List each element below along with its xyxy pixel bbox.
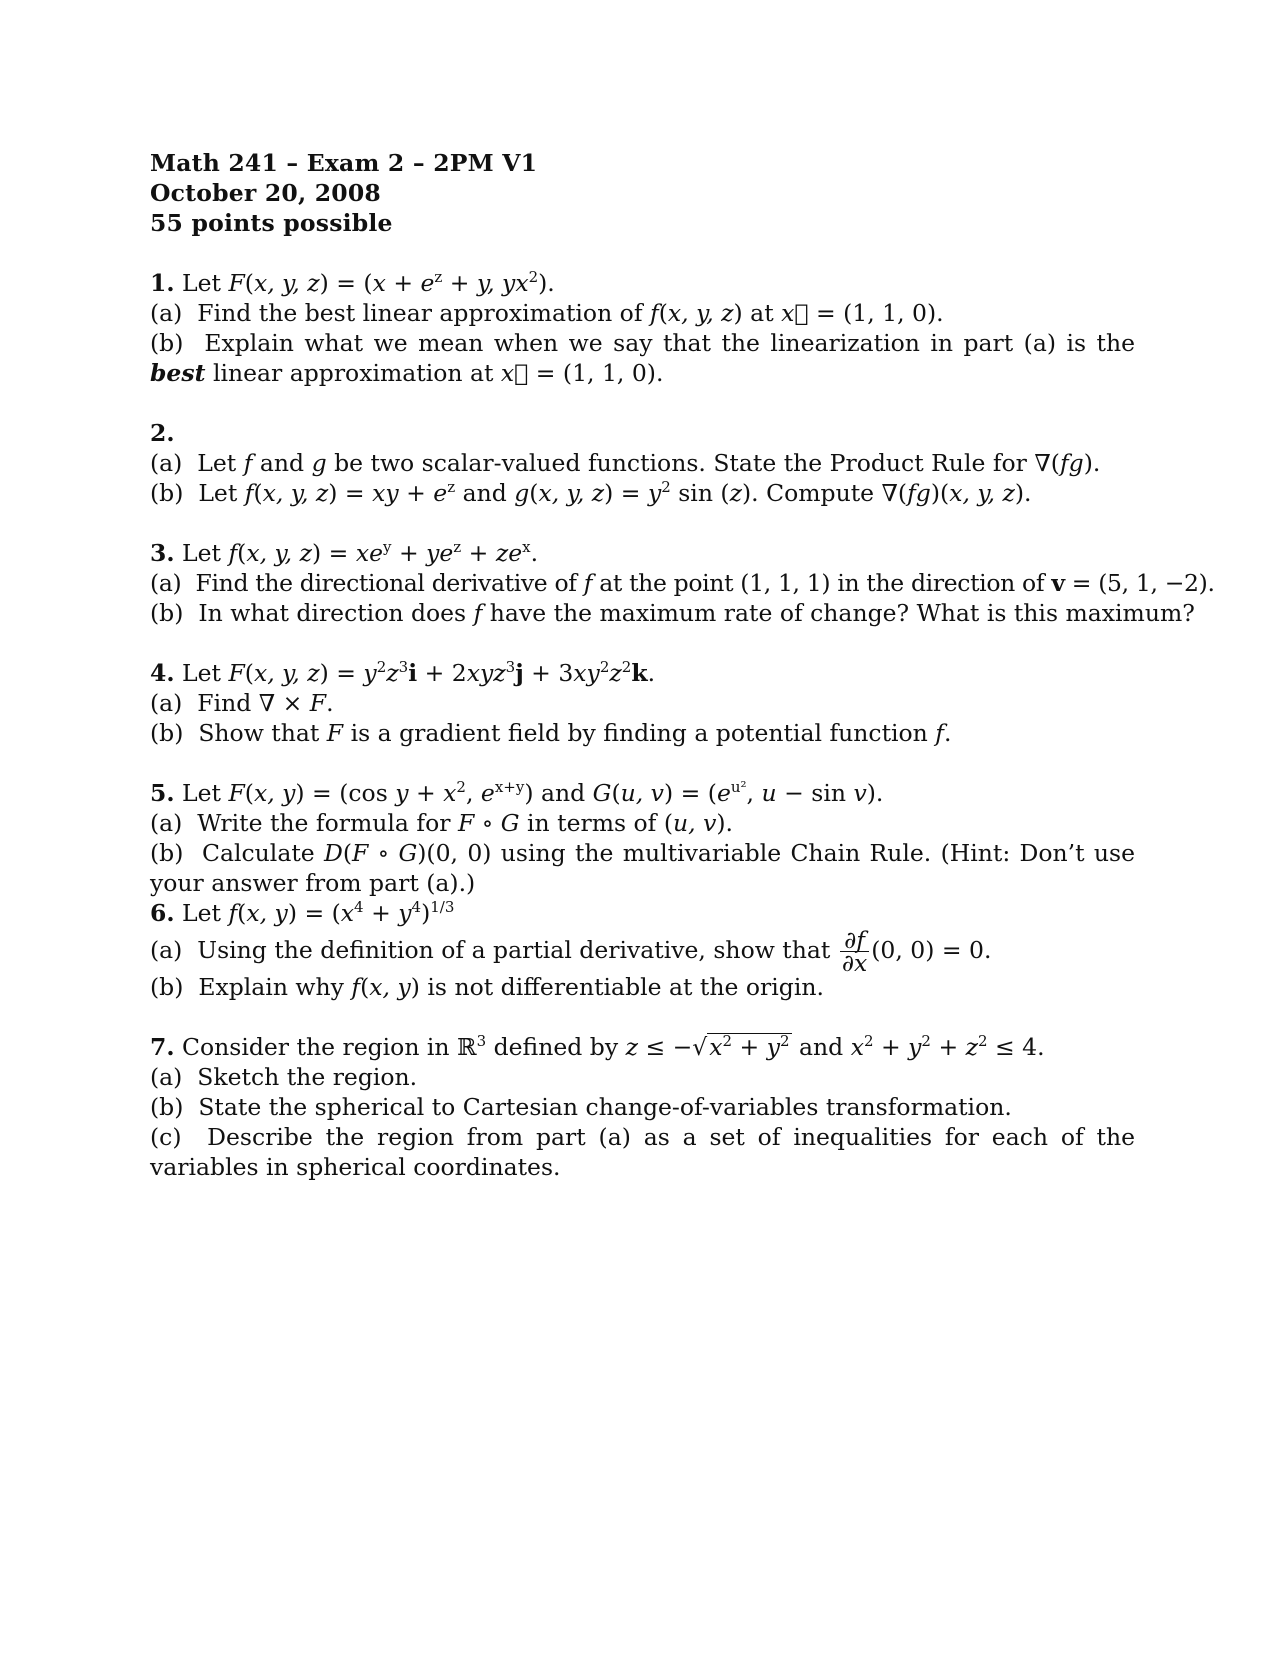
problem-5 bbox=[150, 778, 1135, 898]
problem-2 bbox=[150, 418, 1135, 508]
problem-3-part-a: (a) Find the directional derivative of f at the point (1, 1, 1) in the direction of v = (5, 1, −2). bbox=[150, 569, 1215, 597]
problem-4-statement: 4. Let F(x, y, $z) = y^2z^3i + 2xyz^3j + 3xy^2z^2k$. bbox=[150, 658, 656, 687]
problem-5-part-a: (a) Write the formula for F ∘ G in terms of (u, v). bbox=[150, 809, 734, 837]
problem-4 bbox=[150, 658, 1135, 748]
problem-1-part-b: (b) Explain what we mean when we say that the linearization in part (a) is the best linear approximation at x⃗ = (1, 1, 0). bbox=[150, 329, 1135, 387]
problem-1-part-a: (a) Find the best linear approximation of f(x, y, z) at x⃗ = (1, 1, 0). bbox=[150, 299, 944, 327]
problem-5-part-b: (b) Calculate D(F ∘ G)(0, 0) using the multivariable Chain Rule. (Hint: Don’t use your answer from part (a).) bbox=[150, 839, 1135, 897]
problem-number: 3. bbox=[150, 539, 175, 567]
problem-4-part-b: (b) Show that F is a gradient field by finding a potential function f. bbox=[150, 719, 952, 747]
problem-7-statement: 7. Consider the region in ℝ$^3$ defined by $z \le -√x^2 + y^2$ and $x^2 + y^2 + z^2 \le 4$. bbox=[150, 1032, 1045, 1061]
problem-1 bbox=[150, 268, 1135, 388]
problem-1-statement: 1. Let F(x, y, $z) = (x + e^z + y$, $yx^2$). bbox=[150, 268, 555, 297]
problem-3-part-b: (b) In what direction does f have the maximum rate of change? What is this maximum? bbox=[150, 599, 1195, 627]
problem-7-part-b: (b) State the spherical to Cartesian change-of-variables transformation. bbox=[150, 1093, 1012, 1121]
problem-number: 7. bbox=[150, 1033, 175, 1061]
problem-7-part-c: (c) Describe the region from part (a) as a set of inequalities for each of the variables in spherical coordinates. bbox=[150, 1123, 1135, 1181]
problem-6-statement: 6. Let f(x, $y) = (x^4 + y^4)^{1/3}$ bbox=[150, 898, 455, 927]
exam-points: 55 points possible bbox=[150, 209, 393, 237]
problem-6-part-a: (a) Using the definition of a partial derivative, show that $\frac{\partial f}{\partial x}$ (0, 0) = 0. bbox=[150, 926, 992, 977]
problem-7 bbox=[150, 1032, 1135, 1182]
square-root: $x^2 + y^2$ bbox=[709, 1032, 790, 1061]
problem-2-part-b: (b) Let f(x, y, z) = xy + $e^z$ and g(x, y, $z) = y^2$ sin (z). Compute ∇(fg)(x, y, z). bbox=[150, 478, 1032, 507]
problem-2-part-a: (a) Let f and g be two scalar-valued functions. State the Product Rule for ∇(fg). bbox=[150, 449, 1101, 477]
partial-derivative-fraction: $\frac{\partial f}{\partial x}$ bbox=[841, 926, 868, 977]
exam-date: October 20, 2008 bbox=[150, 179, 381, 207]
problem-3-statement: 3. Let f(x, y, $z) = xe^y + ye^z + ze^x$. bbox=[150, 538, 539, 567]
exam-title: Math 241 – Exam 2 – 2PM V1 bbox=[150, 149, 538, 177]
exam-header bbox=[150, 148, 1135, 238]
exam-page bbox=[150, 148, 1215, 1182]
problem-2-number bbox=[150, 418, 1135, 448]
problem-number: 6. bbox=[150, 899, 175, 927]
problem-number: 2. bbox=[150, 419, 175, 447]
problem-number: 1. bbox=[150, 269, 175, 297]
problem-6 bbox=[150, 898, 1135, 1002]
problem-3 bbox=[150, 538, 1215, 628]
problem-number: 5. bbox=[150, 779, 175, 807]
problem-7-part-a: (a) Sketch the region. bbox=[150, 1063, 418, 1091]
problem-number: 4. bbox=[150, 659, 175, 687]
problem-4-part-a: (a) Find ∇ × F. bbox=[150, 689, 334, 717]
problem-6-part-b: (b) Explain why f(x, y) is not differentiable at the origin. bbox=[150, 973, 824, 1001]
problem-5-statement: 5. Let F(x, y) = (cos $y + x^2$, $e^{x+y}$) and G(u, $v) = (e^{u^2}$, u − sin v). bbox=[150, 778, 884, 807]
